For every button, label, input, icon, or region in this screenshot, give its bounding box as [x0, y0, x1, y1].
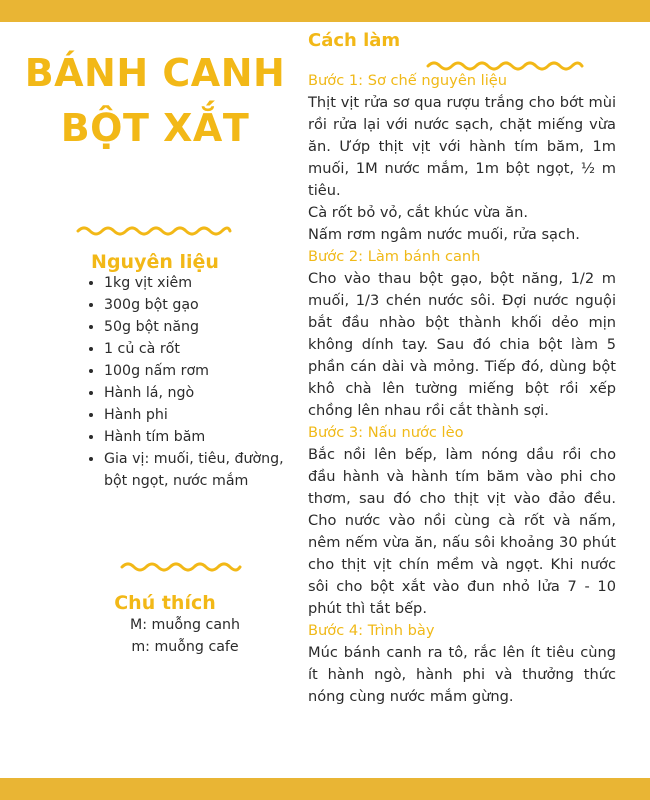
step-title: Bước 4: Trình bày	[308, 622, 435, 639]
recipe-title	[20, 46, 290, 156]
step-title: Bước 3: Nấu nước lèo	[308, 424, 464, 441]
step-paragraph: Nấm rơm ngâm nước muối, rửa sạch.	[308, 226, 580, 243]
method-steps	[308, 70, 616, 708]
title-line-2: BỘT XẮT	[60, 106, 250, 150]
step-paragraph: Thịt vịt rửa sơ qua rượu trắng cho bớt mùi rồi rửa lại với nước sạch, chặt miếng vừa ăn. Ướp thịt vịt với hành tím băm, 1m muối, 1M nước mắm, 1m bột ngọt, ½ m tiêu.	[308, 94, 616, 199]
step-title: Bước 2: Làm bánh canh	[308, 248, 481, 265]
step-title: Bước 1: Sơ chế nguyên liệu	[308, 72, 508, 89]
ingredient-item: • 100g nấm rơm	[104, 360, 304, 382]
notes-heading: Chú thích	[114, 592, 216, 614]
method-heading: Cách làm	[308, 30, 401, 51]
ingredient-item: • Hành tím băm	[104, 426, 304, 448]
ingredient-item: • 1 củ cà rốt	[104, 338, 304, 360]
ingredient-item: • Hành lá, ngò	[104, 382, 304, 404]
ingredient-item: • 1kg vịt xiêm	[104, 272, 304, 294]
step-paragraph: Cà rốt bỏ vỏ, cắt khúc vừa ăn.	[308, 204, 528, 221]
wave-divider-middle	[120, 560, 242, 574]
step-paragraph: Múc bánh canh ra tô, rắc lên ít tiêu cùng ít hành ngò, hành phi và thưởng thức nóng cùng nước mắm gừng.	[308, 644, 616, 705]
ingredients-heading: Nguyên liệu	[91, 251, 219, 273]
title-line-1: BÁNH CANH	[24, 51, 286, 95]
ingredient-item: • Gia vị: muối, tiêu, đường, bột ngọt, nước mắm	[104, 448, 304, 492]
ingredient-item: • Hành phi	[104, 404, 304, 426]
ingredients-list	[84, 272, 304, 492]
ingredient-item: • 50g bột năng	[104, 316, 304, 338]
note-line-1: M: muỗng canh	[129, 617, 240, 633]
step-paragraph: Cho vào thau bột gạo, bột năng, 1/2 m muối, 1/3 chén nước sôi. Đợi nước nguội bắt đầu nhào bột thành khối dẻo mịn không dính tay. Sau đó chia bột làm 5 phần cán dài và mỏng. Tiếp đó, dùng bột khô chà lên tường miếng bột rồi xếp chồng lên nhau rồi cắt thành sợi.	[308, 270, 616, 419]
ingredient-item: • 300g bột gạo	[104, 294, 304, 316]
step-paragraph: Bắc nồi lên bếp, làm nóng dầu rồi cho đầu hành và hành tím băm vào phi cho thơm, sau đó cho thịt vịt vào đảo đều. Cho nước vào nồi cùng cà rốt và nấm, nêm nếm vừa ăn, nấu sôi khoảng 30 phút cho thịt vịt chín mềm và ngọt. Khi nước sôi cho bột xắt vào đun nhỏ lửa 7 - 10 phút thì tắt bếp.	[308, 446, 616, 617]
note-line-2: m: muỗng cafe	[131, 639, 239, 655]
wave-divider-top	[76, 224, 232, 238]
notes-block	[20, 614, 350, 658]
